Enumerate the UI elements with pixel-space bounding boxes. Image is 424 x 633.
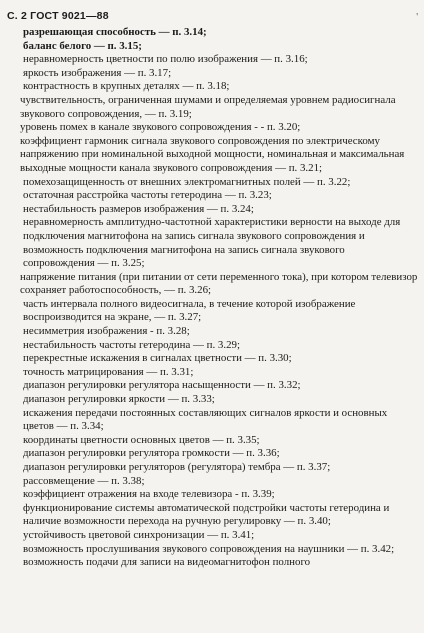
list-item: напряжение питания (при питании от сети переменного тока), при котором телевизор сохраняет работоспособность, — п. 3.26; [20, 270, 418, 297]
corner-mark: ' [416, 12, 418, 23]
list-item: нестабильность частоты гетеродина — п. 3.29; [23, 338, 241, 351]
list-item: нестабильность размеров изображения — п. 3.24; [23, 202, 254, 215]
list-item: остаточная расстройка частоты гетеродина — п. 3.23; [23, 189, 272, 202]
list-item: функционирование системы автоматической подстройки частоты гетеродина и наличие возможности перехода на ручную регулировку — п. 3.40; [23, 501, 390, 528]
list-item: точность матрицирования — п. 3.31; [23, 365, 194, 378]
list-item: рассовмещение — п. 3.38; [23, 474, 145, 487]
list-item: баланс белого — п. 3.15; [23, 39, 142, 52]
list-item: диапазон регулировки регулятора громкости — п. 3.36; [23, 447, 280, 460]
list-item: коэффициент отражения на входе телевизора - п. 3.39; [23, 488, 275, 501]
list-item: координаты цветности основных цветов — п. 3.35; [23, 433, 260, 446]
list-item: возможность прослушивания звукового сопровождения на наушники — п. 3.42; [23, 542, 395, 555]
list-item: искажения передачи постоянных составляющих сигналов яркости и основных цветов — п. 3.34; [23, 406, 388, 433]
list-item: диапазон регулировки яркости — п. 3.33; [23, 393, 215, 406]
list-item: чувствительность, ограниченная шумами и определяемая уровнем радиосигнала звукового сопровождения, — п. 3.19; [20, 93, 396, 120]
list-item: неравномерность амплитудно-частотной характеристики верности на выходе для подключения магнитофона на запись сигнала звукового сопровождения и возможность подключения магнитофона на запись сигнала звукового сопровождения — п. 3.25; [23, 216, 401, 270]
list-item: перекрестные искажения в сигналах цветности — п. 3.30; [23, 352, 292, 365]
list-item: часть интервала полного видеосигнала, в течение которой изображение воспроизводится на экране, — п. 3.27; [23, 297, 356, 324]
list-item: неравномерность цветности по полю изображения — п. 3.16; [23, 53, 308, 66]
list-item: диапазон регулировки регулятора насыщенности — п. 3.32; [23, 379, 301, 392]
list-item: диапазон регулировки регуляторов (регулятора) тембра — п. 3.37; [23, 461, 331, 473]
list-item: несимметрия изображения - п. 3.28; [23, 325, 190, 338]
list-item: уровень помех в канале звукового сопровождения - - п. 3.20; [20, 121, 301, 134]
page-header: С. 2 ГОСТ 9021—88 [7, 10, 109, 22]
list-item: помехозащищенность от внешних электромагнитных полей — п. 3.22; [23, 175, 351, 188]
list-item: устойчивость цветовой синхронизации — п. 3.41; [23, 528, 255, 541]
list-item: коэффициент гармоник сигнала звукового сопровождения по электрическому напряжению при номинальной выходной мощности, номинальная и максимальная выходные мощности канала звукового сопровождения — п. 3.21; [20, 134, 405, 174]
list-item: контрастность в крупных деталях — п. 3.18; [23, 80, 230, 93]
parameter-list [15, 26, 419, 570]
list-item: яркость изображения — п. 3.17; [23, 66, 172, 79]
list-item: разрешающая способность — п. 3.14; [23, 26, 207, 38]
list-item: возможность подачи для записи на видеомагнитофон полного [23, 556, 311, 569]
